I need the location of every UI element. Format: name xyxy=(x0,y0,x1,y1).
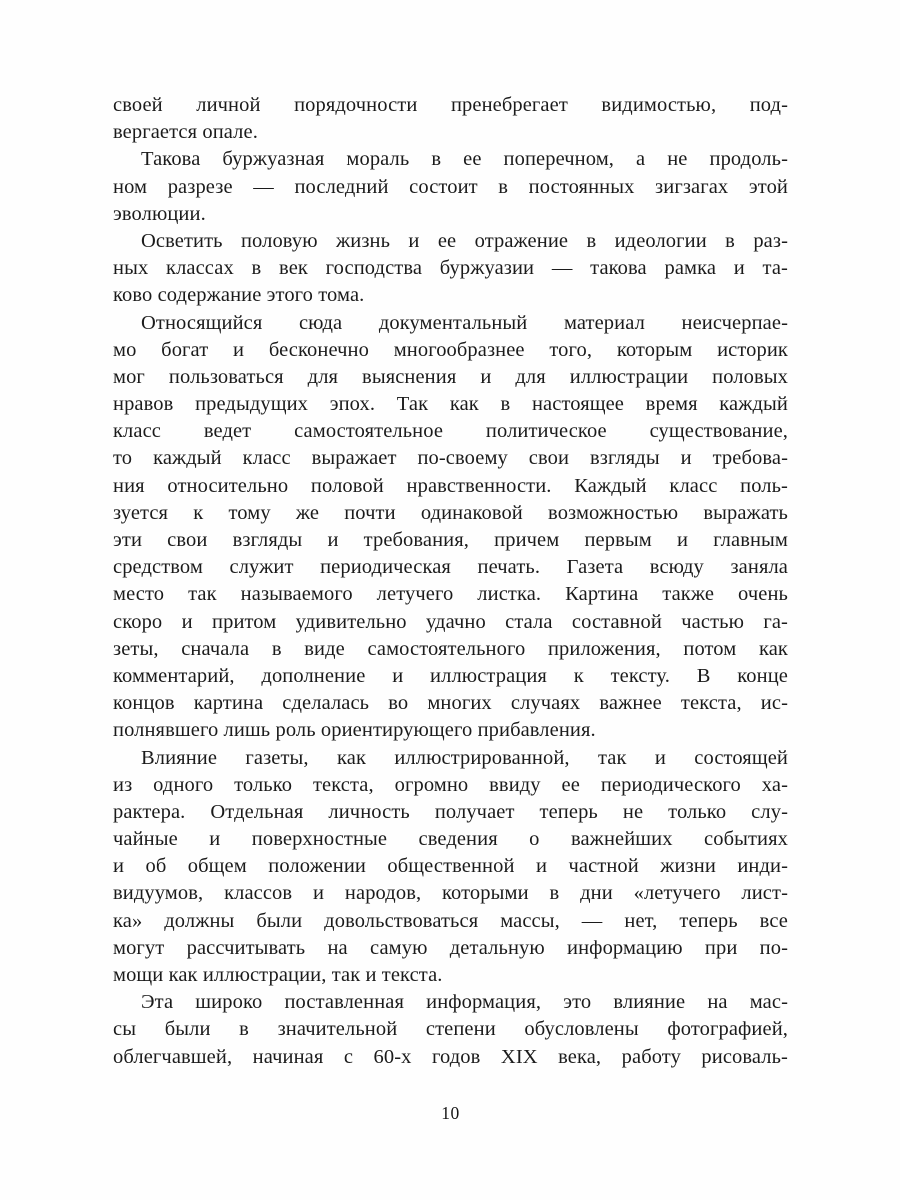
text-line: ном разрезе — последний состоит в постоянных зигзагах этой xyxy=(113,175,788,198)
text-line: могут рассчитывать на самую детальную информацию при по- xyxy=(113,936,788,959)
text-line: своей личной порядочности пренебрегает видимостью, под- xyxy=(113,94,788,116)
text-line: эти свои взгляды и требования, причем первым и главным xyxy=(113,529,788,551)
text-line: полнявшего лишь роль ориентирующего прибавления. xyxy=(113,719,596,742)
page-text xyxy=(113,92,788,1071)
text-line: ния относительно половой нравственности. Каждый класс поль- xyxy=(113,474,788,497)
text-line: Такова буржуазная мораль в ее поперечном, а не продоль- xyxy=(141,148,788,171)
text-line: мо богат и бесконечно многообразнее того, которым историк xyxy=(113,338,788,361)
text-line: Относящийся сюда документальный материал неисчерпае- xyxy=(141,311,788,334)
text-line: мог пользоваться для выяснения и для иллюстрации половых xyxy=(113,365,788,388)
text-line: скоро и притом удивительно удачно стала составной частью га- xyxy=(113,610,788,633)
text-line: видуумов, классов и народов, которыми в дни «летучего лист- xyxy=(113,882,788,905)
text-line: Эта широко поставленная информация, это влияние на мас- xyxy=(141,991,788,1014)
text-line: класс ведет самостоятельное политическое существование, xyxy=(113,420,788,443)
text-line: сы были в значительной степени обусловлены фотографией, xyxy=(113,1018,788,1041)
text-line: и об общем положении общественной и частной жизни инди- xyxy=(113,855,788,878)
text-line: из одного только текста, огромно ввиду ее периодического ха- xyxy=(113,773,788,796)
text-line: вергается опале. xyxy=(113,121,258,144)
text-line: мощи как иллюстрации, так и текста. xyxy=(113,964,443,986)
text-line: зеты, сначала в виде самостоятельного приложения, потом как xyxy=(113,637,788,660)
text-line: рактера. Отдельная личность получает теперь не только слу- xyxy=(113,800,788,823)
text-line: зуется к тому же почти одинаковой возможностью выражать xyxy=(113,501,788,524)
text-line: нравов предыдущих эпох. Так как в настоящее время каждый xyxy=(113,393,788,416)
page-number: 10 xyxy=(441,1103,460,1123)
text-line: ково содержание этого тома. xyxy=(113,284,365,307)
text-line: ных классах в век господства буржуазии — такова рамка и та- xyxy=(113,257,788,280)
text-line: облегчавшей, начиная с 60-х годов XIX века, работу рисоваль- xyxy=(113,1045,788,1068)
text-line: чайные и поверхностные сведения о важнейших событиях xyxy=(113,828,788,851)
text-line: Осветить половую жизнь и ее отражение в идеологии в раз- xyxy=(141,229,788,252)
text-line: комментарий, дополнение и иллюстрация к тексту. В конце xyxy=(113,664,788,687)
text-line: эволюции. xyxy=(113,202,206,225)
text-line: Влияние газеты, как иллюстрированной, так и состоящей xyxy=(141,746,788,769)
text-line: ка» должны были довольствоваться массы, — нет, теперь все xyxy=(113,909,788,932)
text-line: место так называемого летучего листка. Картина также очень xyxy=(113,583,788,606)
text-line: то каждый класс выражает по-своему свои взгляды и требова- xyxy=(113,447,788,470)
text-line: концов картина сделалась во многих случаях важнее текста, ис- xyxy=(113,692,788,715)
text-line: средством служит периодическая печать. Газета всюду заняла xyxy=(113,556,788,579)
